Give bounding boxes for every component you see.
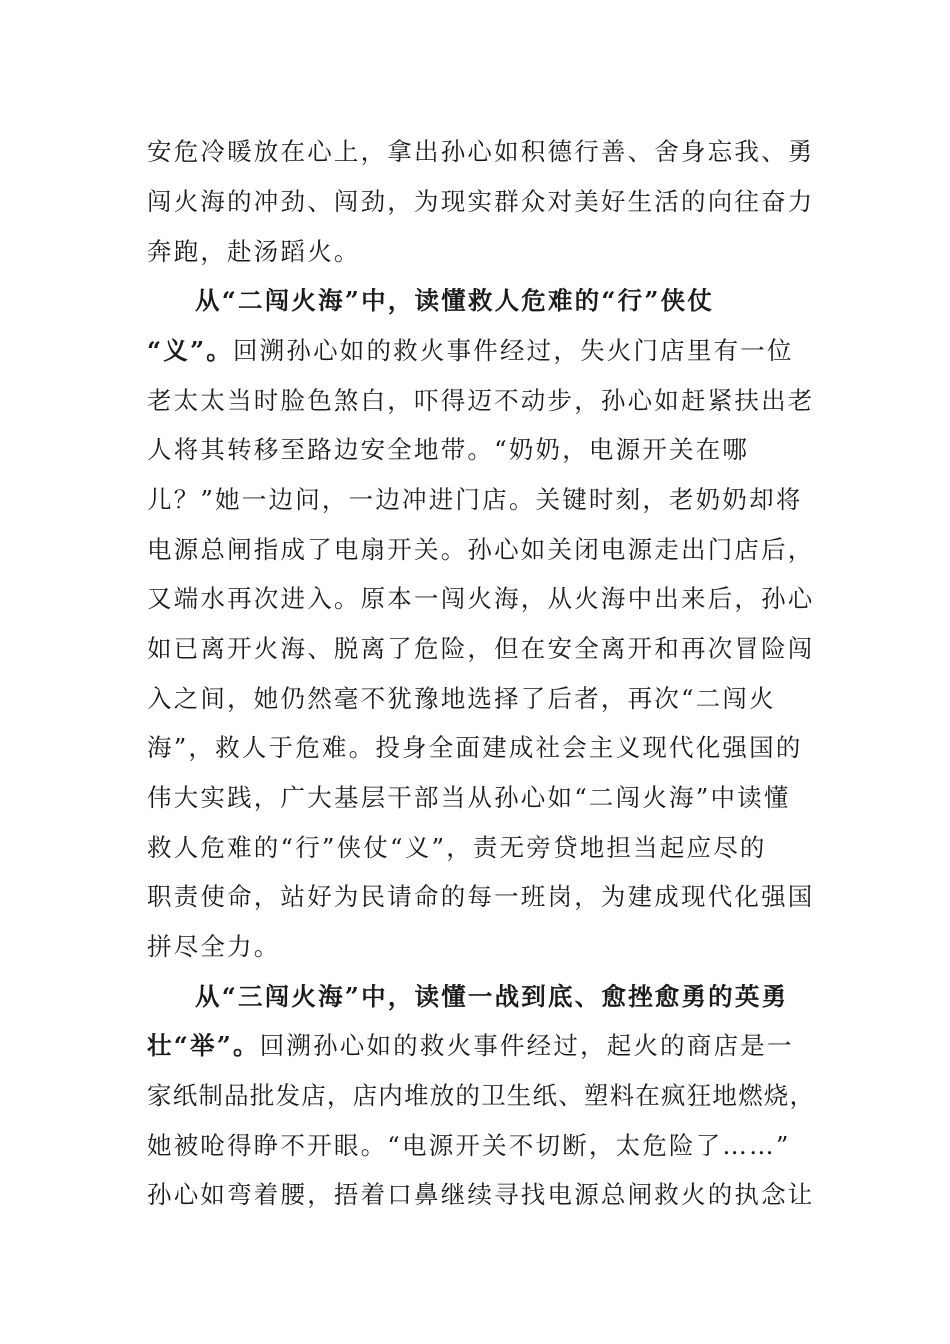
text-line: 入之间，她仍然毫不犹豫地选择了后者，再次“二闯火 [147, 684, 776, 713]
text-line: 海”，救人于危难。投身全面建成社会主义现代化强国的 [147, 733, 803, 762]
text-line: 闯火海的冲劲、闯劲，为现实群众对美好生活的向往奋力 [147, 187, 815, 216]
section-heading-3-cont: 壮“举”。 [147, 1031, 260, 1060]
text-line: 拼尽全力。 [147, 932, 281, 961]
text-line: 职责使命，站好为民请命的每一班岗，为建成现代化强国 [147, 882, 815, 911]
text-line: 奔跑，赴汤蹈火。 [147, 237, 361, 266]
text-line-mixed [147, 326, 794, 376]
text-line: 人将其转移至路边安全地带。“奶奶，电源开关在哪 [147, 435, 750, 464]
section-heading-3: 从“三闯火海”中，读懂一战到底、愈挫愈勇的英勇 [195, 982, 789, 1011]
text-line: 伟大实践，广大基层干部当从孙心如“二闯火海”中读懂 [147, 783, 791, 812]
text-line: 儿？”她一边问，一边冲进门店。关键时刻，老奶奶却将 [147, 485, 803, 514]
text-line: 又端水再次进入。原本一闯火海，从火海中出来后，孙心 [147, 584, 815, 613]
text-span: 回溯孙心如的救火事件经过，起火的商店是一 [259, 1031, 794, 1060]
text-line-mixed [147, 1021, 794, 1071]
text-span: 回溯孙心如的救火事件经过，失火门店里有一位 [232, 336, 794, 365]
text-line: 电源总闸指成了电扇开关。孙心如关闭电源走出门店后， [147, 535, 815, 564]
text-line: 老太太当时脸色煞白，吓得迈不动步，孙心如赶紧扶出老 [147, 386, 815, 415]
text-line: 家纸制品批发店，店内堆放的卫生纸、塑料在疯狂地燃烧， [147, 1081, 816, 1110]
text-line: 她被呛得睁不开眼。“电源开关不切断，太危险了……” [147, 1131, 791, 1160]
text-line: 救人危难的“行”侠仗“义”，责无旁贷地担当起应尽的 [147, 833, 767, 862]
section-heading-2-cont: “义”。 [147, 336, 233, 365]
text-line: 安危冷暖放在心上，拿出孙心如积德行善、舍身忘我、勇 [147, 137, 815, 166]
text-line: 孙心如弯着腰，捂着口鼻继续寻找电源总闸救火的执念让 [147, 1180, 815, 1209]
text-line: 如已离开火海、脱离了危险，但在安全离开和再次冒险闯 [147, 634, 815, 663]
section-heading-2: 从“二闯火海”中，读懂救人危难的“行”侠仗 [195, 286, 715, 315]
